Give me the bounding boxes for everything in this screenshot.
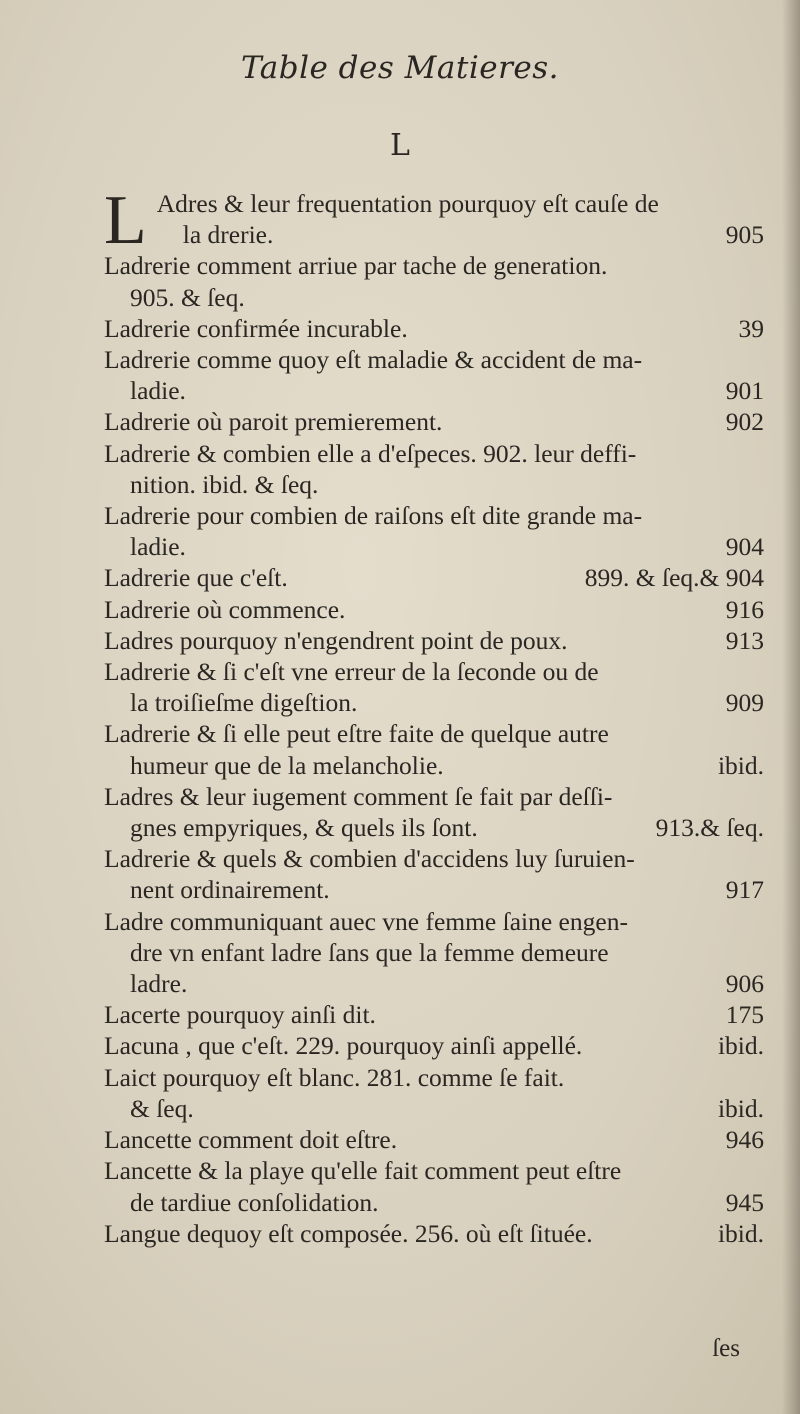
page-reference: ibid.	[717, 1218, 764, 1248]
entry-line: nition. ibid. & ſeq.	[130, 469, 319, 499]
entry-line: Ladrerie comment arriue par tache de generation.	[104, 251, 608, 281]
page-reference: 39	[738, 313, 764, 343]
entry-text: nent ordinairement.	[130, 875, 330, 905]
entry-text: ladre.	[130, 969, 188, 999]
entry-text: humeur que de la melancholie.	[130, 750, 444, 780]
entry-text: Lancette comment doit eſtre.	[104, 1125, 398, 1155]
entry-line	[104, 1218, 764, 1249]
index-entries	[104, 182, 764, 1249]
entry-line: Ladre communiquant auec vne femme ſaine engen-	[104, 906, 628, 936]
index-entry	[104, 1218, 764, 1249]
entry-text: gnes empyriques, & quels ils ſont.	[130, 813, 478, 843]
entry-line: Adres & leur frequentation pourquoy eſt cauſe de	[156, 189, 659, 218]
entry-line	[104, 687, 764, 718]
entry-text: Lacerte pourquoy ainſi dit.	[104, 1000, 376, 1030]
entry-text: & ſeq.	[130, 1093, 194, 1123]
entry-line	[104, 1093, 764, 1124]
index-entry	[104, 406, 764, 437]
index-entry	[104, 594, 764, 625]
entry-line: Laict pourquoy eſt blanc. 281. comme ſe fait.	[104, 1062, 565, 1092]
entry-text: la troiſieſme digeſtion.	[130, 688, 358, 718]
entry-line: Ladrerie & ſi c'eſt vne erreur de la ſeconde ou de	[104, 657, 599, 687]
entry-line	[104, 999, 764, 1030]
page-reference: 905	[725, 220, 764, 250]
index-entry	[104, 843, 764, 905]
entry-text: Ladrerie où paroit premierement.	[104, 407, 443, 437]
page-reference: 899. & ſeq.& 904	[584, 563, 764, 593]
index-entry	[104, 656, 764, 718]
entry-line	[104, 1030, 764, 1061]
page-edge-shadow	[782, 0, 800, 1414]
page-reference: 917	[725, 875, 764, 905]
page-reference: 913.& ſeq.	[655, 813, 764, 843]
catchword: ſes	[712, 1335, 740, 1362]
index-entry	[104, 718, 764, 780]
section-letter: L	[390, 128, 410, 163]
page-reference: ibid.	[717, 750, 764, 780]
index-entry	[104, 250, 764, 312]
entry-line	[104, 812, 764, 843]
entry-line	[104, 1187, 764, 1218]
index-entry	[104, 999, 764, 1030]
index-entry	[104, 1030, 764, 1061]
page-reference: 901	[725, 376, 764, 406]
entry-line: Ladres & leur iugement comment ſe fait par deſſi-	[104, 781, 613, 811]
entry-line	[104, 968, 764, 999]
page-reference: 906	[725, 969, 764, 999]
index-entry	[104, 1124, 764, 1155]
page-reference: 916	[725, 594, 764, 624]
entry-line: Ladrerie comme quoy eſt maladie & accident de ma-	[104, 345, 643, 375]
entry-line	[104, 531, 764, 562]
page-reference: 913	[725, 625, 764, 655]
index-entry	[104, 313, 764, 344]
entry-line: Ladrerie & ſi elle peut eſtre faite de quelque autre	[104, 719, 609, 749]
index-entry	[104, 438, 764, 500]
entry-line	[104, 750, 764, 781]
index-entry	[104, 781, 764, 843]
index-entry	[104, 182, 764, 259]
entry-line: Ladrerie & combien elle a d'eſpeces. 902. leur deffi-	[104, 438, 637, 468]
page-reference: 909	[725, 688, 764, 718]
index-entry	[104, 500, 764, 562]
entry-text: la drerie.	[182, 220, 274, 250]
entry-line: Lancette & la playe qu'elle fait comment peut eſtre	[104, 1156, 622, 1186]
drop-cap: L	[104, 182, 147, 259]
page-reference: 175	[725, 1000, 764, 1030]
entry-text: Ladrerie que c'eſt.	[104, 563, 288, 593]
entry-line	[104, 625, 764, 656]
entry-line	[157, 219, 764, 250]
index-entry	[104, 344, 764, 406]
index-entry	[104, 1155, 764, 1217]
entry-line: dre vn enfant ladre ſans que la femme demeure	[130, 937, 609, 967]
entry-line	[104, 406, 764, 437]
entry-line	[104, 874, 764, 905]
index-entry	[104, 562, 764, 593]
entry-line: 905. & ſeq.	[130, 282, 245, 312]
page-reference: 904	[725, 532, 764, 562]
entry-line	[104, 313, 764, 344]
entry-line: Ladrerie pour combien de raiſons eſt dite grande ma-	[104, 501, 643, 531]
page-reference: ibid.	[717, 1093, 764, 1123]
index-entry	[104, 906, 764, 1000]
entry-text: Ladres pourquoy n'engendrent point de poux.	[104, 625, 568, 655]
entry-text: ladie.	[130, 532, 186, 562]
entry-line	[104, 375, 764, 406]
entry-text: Lacuna , que c'eſt. 229. pourquoy ainſi appellé.	[104, 1031, 583, 1061]
entry-text: Langue dequoy eſt composée. 256. où eſt ſituée.	[104, 1218, 593, 1248]
entry-line	[104, 562, 764, 593]
page-reference: ibid.	[717, 1031, 764, 1061]
index-entry	[104, 625, 764, 656]
page-reference: 945	[725, 1187, 764, 1217]
entry-line: Ladrerie & quels & combien d'accidens luy ſuruien-	[104, 844, 635, 874]
page-reference: 902	[725, 407, 764, 437]
entry-text: Ladrerie où commence.	[104, 594, 346, 624]
index-entry	[104, 1062, 764, 1124]
entry-text: de tardiue conſolidation.	[130, 1187, 379, 1217]
page-title: Table des Matieres.	[240, 50, 560, 86]
entry-text: Ladrerie confirmée incurable.	[104, 313, 408, 343]
entry-line	[104, 1124, 764, 1155]
entry-line	[104, 594, 764, 625]
entry-text: ladie.	[130, 376, 186, 406]
page-reference: 946	[725, 1125, 764, 1155]
